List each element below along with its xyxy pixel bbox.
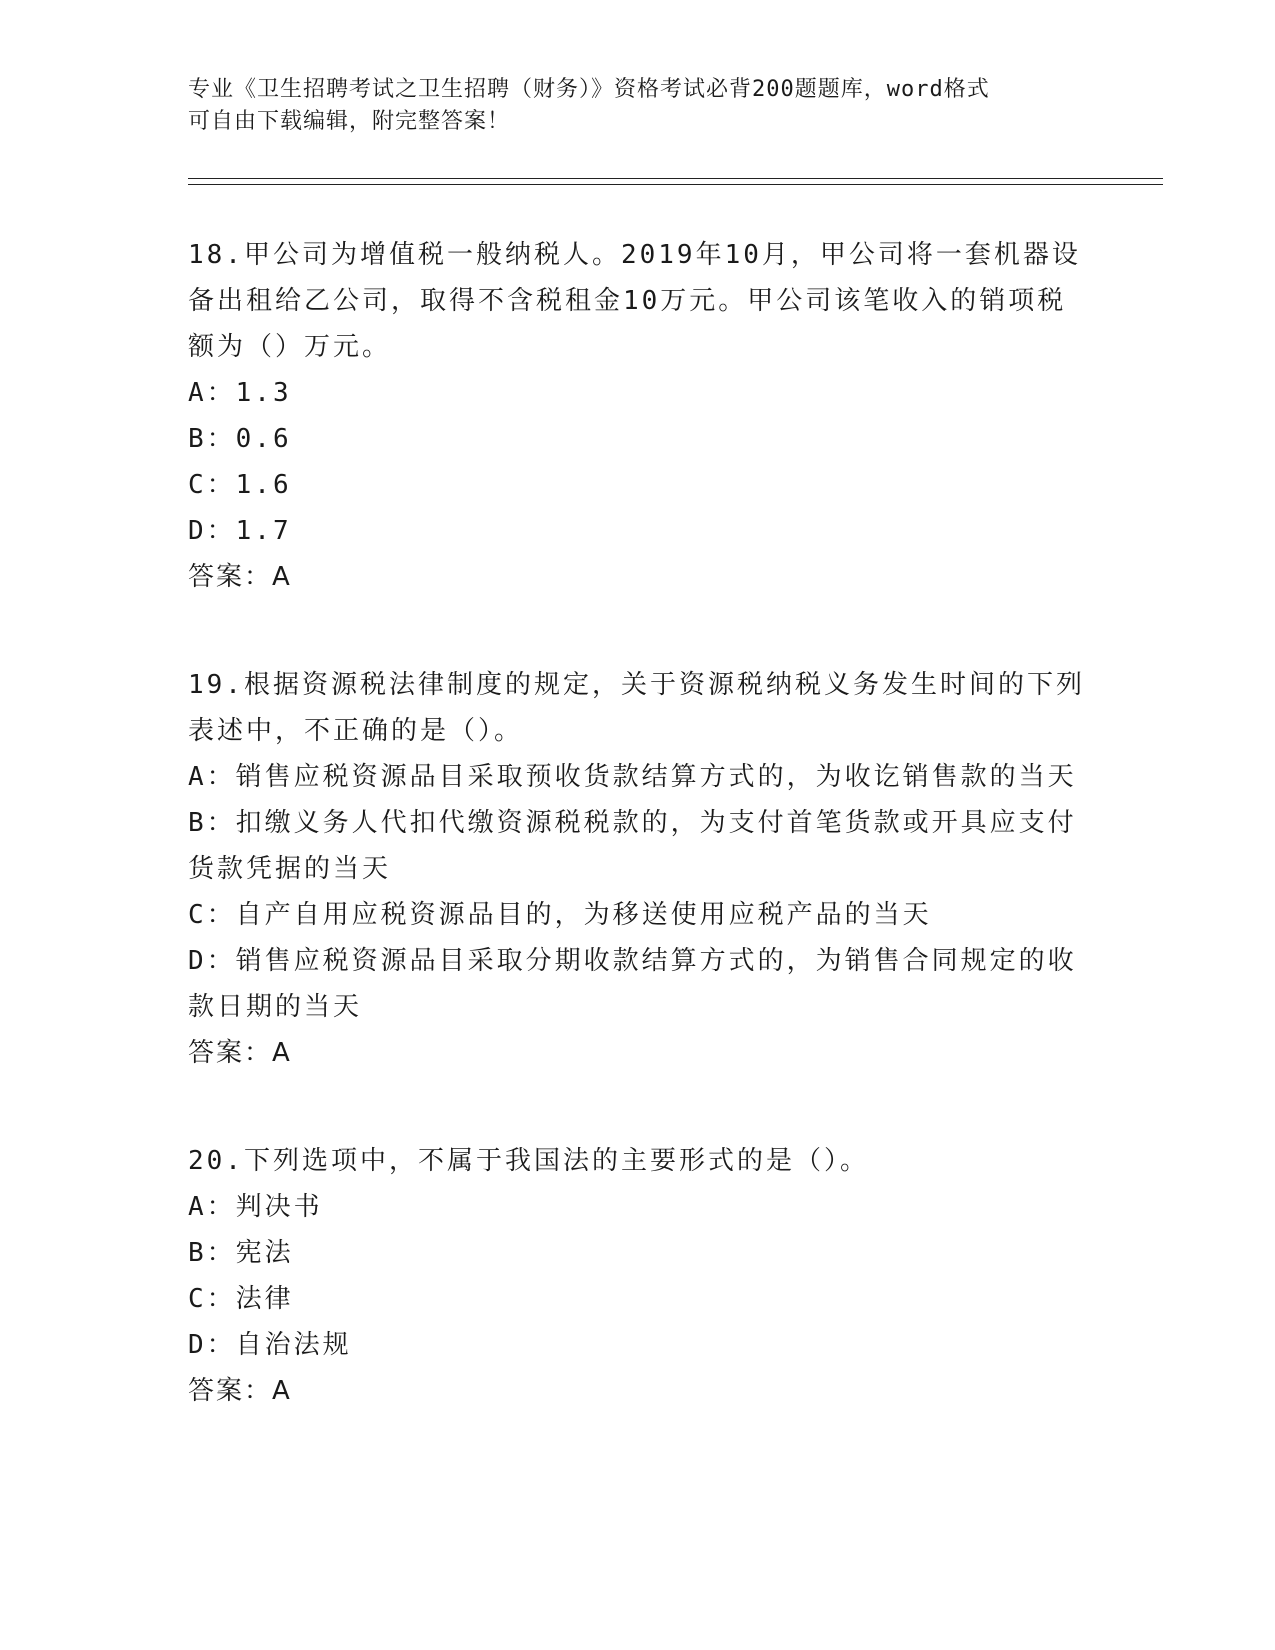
answer: 答案：A (188, 1038, 292, 1068)
option-a: A：销售应税资源品目采取预收货款结算方式的，为收讫销售款的当天 (188, 762, 1077, 792)
answer: 答案：A (188, 562, 292, 592)
header-line-1: 专业《卫生招聘考试之卫生招聘（财务）》资格考试必背200题题库，word格式 (188, 77, 990, 102)
option-b: B：0.6 (188, 424, 292, 454)
question-text: 18.甲公司为增值税一般纳税人。2019年10月，甲公司将一套机器设备出租给乙公司，取得不含税租金10万元。甲公司该笔收入的销项税额为（）万元。 (188, 240, 1081, 362)
option-a: A：判决书 (188, 1192, 323, 1222)
document-header (188, 74, 1068, 138)
option-d: D：销售应税资源品目采取分期收款结算方式的，为销售合同规定的收款日期的当天 (188, 946, 1077, 1022)
option-b: B：宪法 (188, 1238, 294, 1268)
option-d: D：自治法规 (188, 1330, 352, 1360)
question-text: 20.下列选项中，不属于我国法的主要形式的是（）。 (188, 1146, 869, 1176)
question-text: 19.根据资源税法律制度的规定，关于资源税纳税义务发生时间的下列表述中，不正确的是（）。 (188, 670, 1085, 746)
option-a: A：1.3 (188, 378, 292, 408)
option-b: B：扣缴义务人代扣代缴资源税税款的，为支付首笔货款或开具应支付货款凭据的当天 (188, 808, 1077, 884)
question-20 (188, 1138, 1088, 1414)
answer: 答案：A (188, 1376, 292, 1406)
option-d: D：1.7 (188, 516, 292, 546)
option-c: C：法律 (188, 1284, 294, 1314)
option-c: C：自产自用应税资源品目的，为移送使用应税产品的当天 (188, 900, 932, 930)
question-19 (188, 662, 1088, 1076)
question-list (188, 232, 1088, 1476)
option-c: C：1.6 (188, 470, 292, 500)
header-divider (188, 178, 1163, 185)
question-18 (188, 232, 1088, 600)
header-line-2: 可自由下载编辑，附完整答案！ (188, 109, 511, 134)
